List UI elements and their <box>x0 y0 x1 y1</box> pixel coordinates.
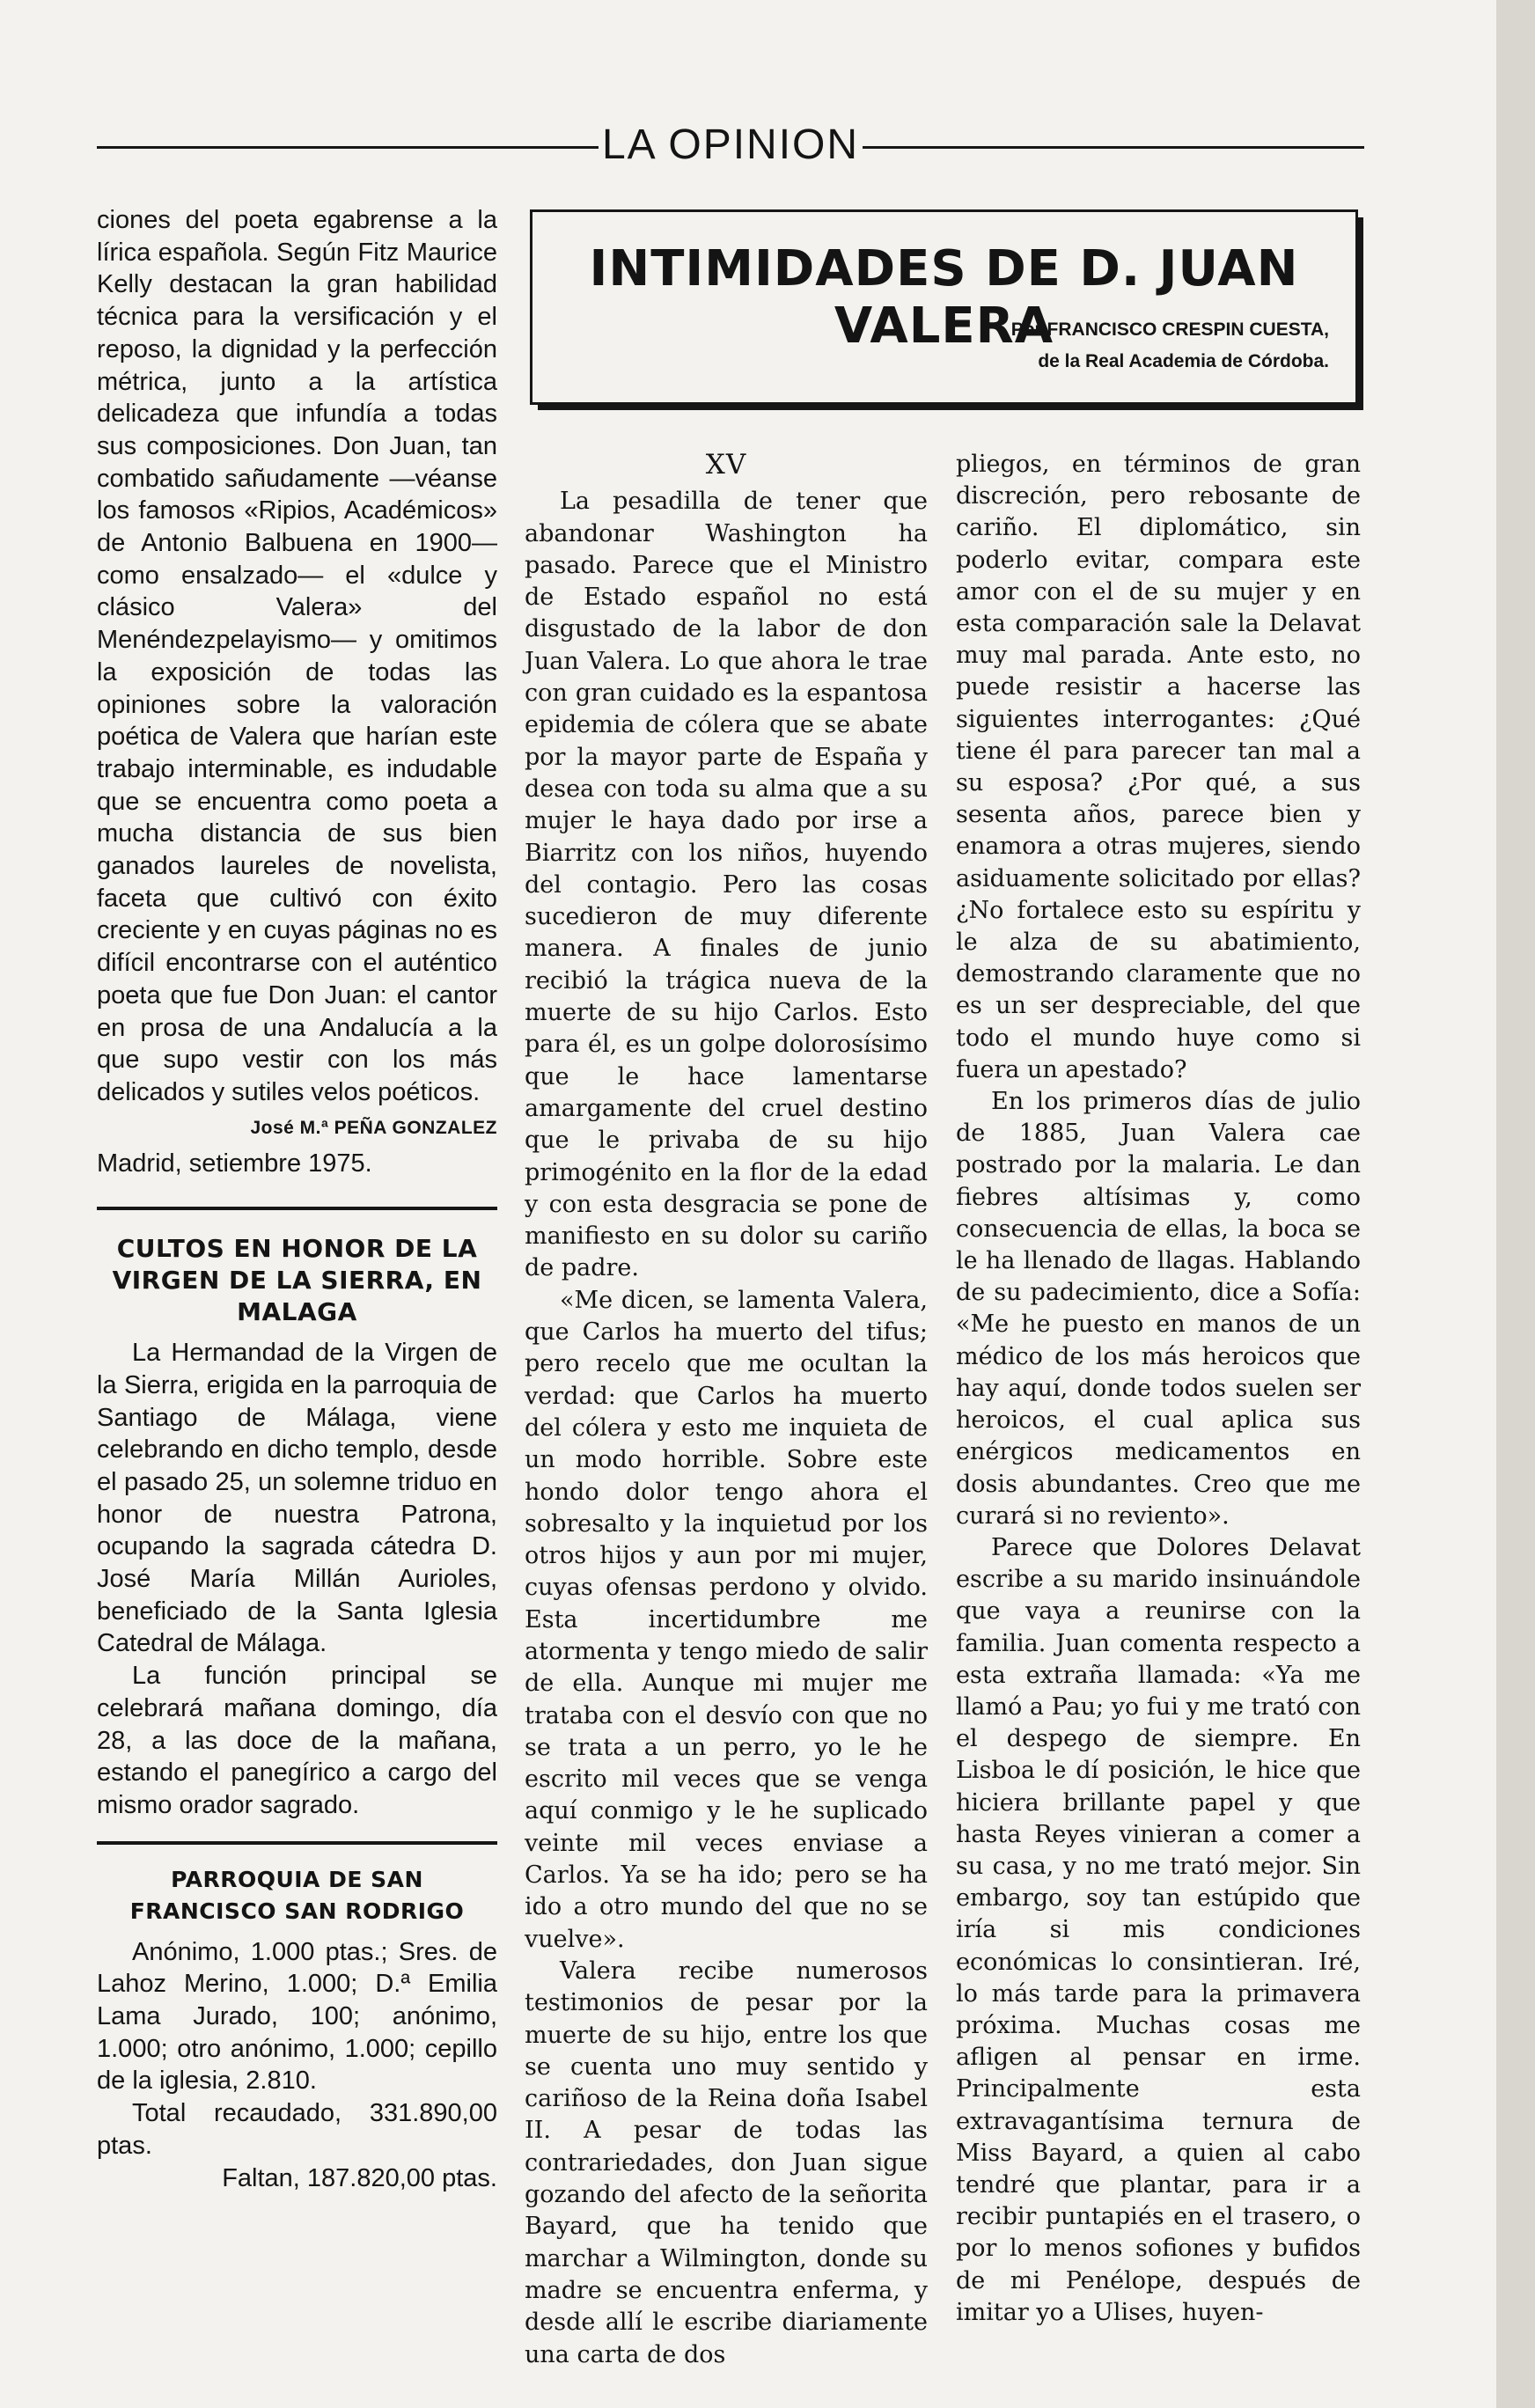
running-header <box>97 114 1364 176</box>
title-box-shadow <box>1358 217 1363 409</box>
article-paragraph: Parece que Dolores Delavat escribe a su marido insinuándole que vaya a reunirse con la familia. Juan comenta respecto a esta extraña llamada: «Ya me llamó a Pau; yo fui y me trató con el despego de siempre. En Lisboa le dí posición, le hice que hiciera brillante papel y que hasta Reyes vinieran a comer a su casa, y no me trató mejor. Sin embargo, soy tan estúpido que iría si mis condiciones económicas lo consintieran. Iré, lo más tarde para la primavera próxima. Muchas cosas me afligen al pensar en irme. Principalmente esta extravagantísima ternura de Miss Bayard, a quien al cabo tendré que plantar, para ir a recibir puntapiés en el trasero, o por lo menos sofiones y bufidos de mi Penélope, después de imitar yo a Ulises, huyen- <box>956 1533 1361 2326</box>
dateline: Madrid, setiembre 1975. <box>97 1149 372 1178</box>
amount-remaining: Faltan, 187.820,00 ptas. <box>222 2163 497 2192</box>
title-box-shadow <box>538 405 1363 410</box>
newspaper-title: LA OPINION <box>601 121 860 168</box>
previous-article-continuation: ciones del poeta egabrense a la lírica española. Según Fitz Maurice Kelly destacan la gran habilidad técnica para la versificación y el reposo, la dignidad y la perfección métrica, junto a la artística delicadeza que infundía a todas sus composiciones. Don Juan, tan combatido sañudamente —véanse los famosos «Ripios, Académicos» de Antonio Balbuena en 1900— como ensalzado— el «dulce y clásico Valera» del Menéndezpelayismo— y omitimos la exposición de todas las opiniones sobre la valoración poética de Valera que harían este trabajo interminable, es indudable que se encuentra como poeta a mucha distancia de sus bien ganados laureles de novelista, faceta que cultivó con éxito creciente y en cuyas páginas no es difícil encontrarse con el auténtico poeta que fue Don Juan: el cantor en prosa de una Andalucía a la que supo vestir con los más delicados y sutiles velos poéticos. <box>97 206 497 1106</box>
left-column <box>97 204 497 2194</box>
cultos-paragraph: La Hermandad de la Virgen de la Sierra, erigida en la parroquia de Santiago de Málaga, viene celebrando en dicho templo, desde el pasado 25, un solemne triduo en honor de nuestra Patrona, ocupando la sagrada cátedra D. José María Millán Aurioles, beneficiado de la Santa Iglesia Catedral de Málaga. <box>97 1339 497 1658</box>
section-divider <box>97 1841 497 1845</box>
section-number: XV <box>705 449 747 481</box>
header-rule-right <box>863 146 1364 149</box>
header-rule-left <box>97 146 599 149</box>
article-paragraph: La pesadilla de tener que abandonar Washington ha pasado. Parece que el Ministro de Estado español no está disgustado de la labor de don Juan Valera. Lo que ahora le trae con gran cuidado es la espantosa epidemia de cólera que se abate por la mayor parte de España y desea con toda su alma que a su mujer le haya dado por irse a Biarritz con los niños, huyendo del contagio. Pero las cosas sucedieron de muy diferente manera. A finales de junio recibió la trágica nueva de la muerte de su hijo Carlos. Esto para él, es un golpe dolorosísimo que le hace lamentarse amargamente del cruel destino que le privaba de su hijo primogénito en la flor de la edad y con esta desgracia se pone de manifiesto en su dolor su cariño de padre. <box>525 488 928 1282</box>
total-collected: Total recaudado, 331.890,00 ptas. <box>97 2099 497 2160</box>
cultos-paragraph: La función principal se celebrará mañana domingo, día 28, a las doce de la mañana, estando el panegírico a cargo del mismo orador sagrado. <box>97 1662 497 1819</box>
article-paragraph: pliegos, en términos de gran discreción, pero rebosante de cariño. El diplomático, sin poderlo evitar, compara este amor con el de su mujer y en esta comparación sale la Delavat muy mal parada. Ante esto, no puede resistir a hacerse las siguientes interrogantes: ¿Qué tiene él para parecer tan mal a su esposa? ¿Por qué, a sus sesenta años, parece bien y enamora a otras mujeres, siendo asiduamente solicitado por ellas? ¿No fortalece esto su espíritu y le alza de su abatimiento, demostrando claramente que no es un ser despreciable, del que todo el mundo huye como si fuera un apestado? <box>956 451 1361 1083</box>
article-paragraph: En los primeros días de julio de 1885, Juan Valera cae postrado por la malaria. Le dan fiebres altísimas y, como consecuencia de ellas, la boca se le ha llenado de llagas. Hablando de su padecimiento, dice a Sofía: «Me he puesto en manos de un médico de los más heroicos que hay aquí, donde todos suelen ser heroicos, el cual aplica sus enérgicos medicamentos en dosis abundantes. Creo que me curará si no reviento». <box>956 1088 1361 1530</box>
article-paragraph: Valera recibe numerosos testimonios de pesar por la muerte de su hijo, entre los que se cuenta uno muy sentido y cariñoso de la Reina doña Isabel II. A pesar de todas las contrariedades, don Juan sigue gozando del afecto de la señorita Bayard, que ha tenido que marchar a Wilmington, donde su madre se encuentra enferma, y desde allí le escribe diariamente una carta de dos <box>525 1956 928 2368</box>
section-divider <box>97 1207 497 1210</box>
article-paragraph: «Me dicen, se lamenta Valera, que Carlos ha muerto del tifus; pero recelo que me ocultan la verdad: que Carlos ha muerto del cólera y esto me inquieta de un modo horrible. Sobre este hondo dolor tengo ahora el sobresalto y la inquietud por los otros hijos y aun por mi mujer, cuyas ofensas perdono y olvido. Esta incertidumbre me atormenta y tengo miedo de salir de ella. Aunque mi mujer me trataba con el desvío con que no se trata a un perro, yo le he escrito mil veces que se venga aquí conmigo y le he suplicado veinte mil veces enviase a Carlos. Ya se ha ido; pero se ha ido a otro mundo del que no se vuelve». <box>525 1286 928 1953</box>
cultos-heading: CULTOS EN HONOR DE LA VIRGEN DE LA SIERRA, EN MALAGA <box>112 1234 482 1327</box>
article-byline-affiliation: de la Real Academia de Córdoba. <box>1038 351 1329 371</box>
parroquia-heading: PARROQUIA DE SAN FRANCISCO SAN RODRIGO <box>129 1866 465 1924</box>
article-column-right <box>956 449 1361 2329</box>
article-byline-author: Por FRANCISCO CRESPIN CUESTA, <box>1010 319 1329 340</box>
donations-list: Anónimo, 1.000 ptas.; Sres. de Lahoz Merino, 1.000; D.ª Emilia Lama Jurado, 100; anónimo, 1.000; otro anónimo, 1.000; cepillo de la iglesia, 2.810. <box>97 1937 497 2096</box>
author-signature: José M.ª PEÑA GONZALEZ <box>250 1117 497 1138</box>
article-title: INTIMIDADES DE D. JUAN VALERA <box>589 240 1299 355</box>
article-title-box <box>530 209 1358 405</box>
page-edge <box>1496 0 1535 2408</box>
article-column-middle <box>525 449 928 2371</box>
